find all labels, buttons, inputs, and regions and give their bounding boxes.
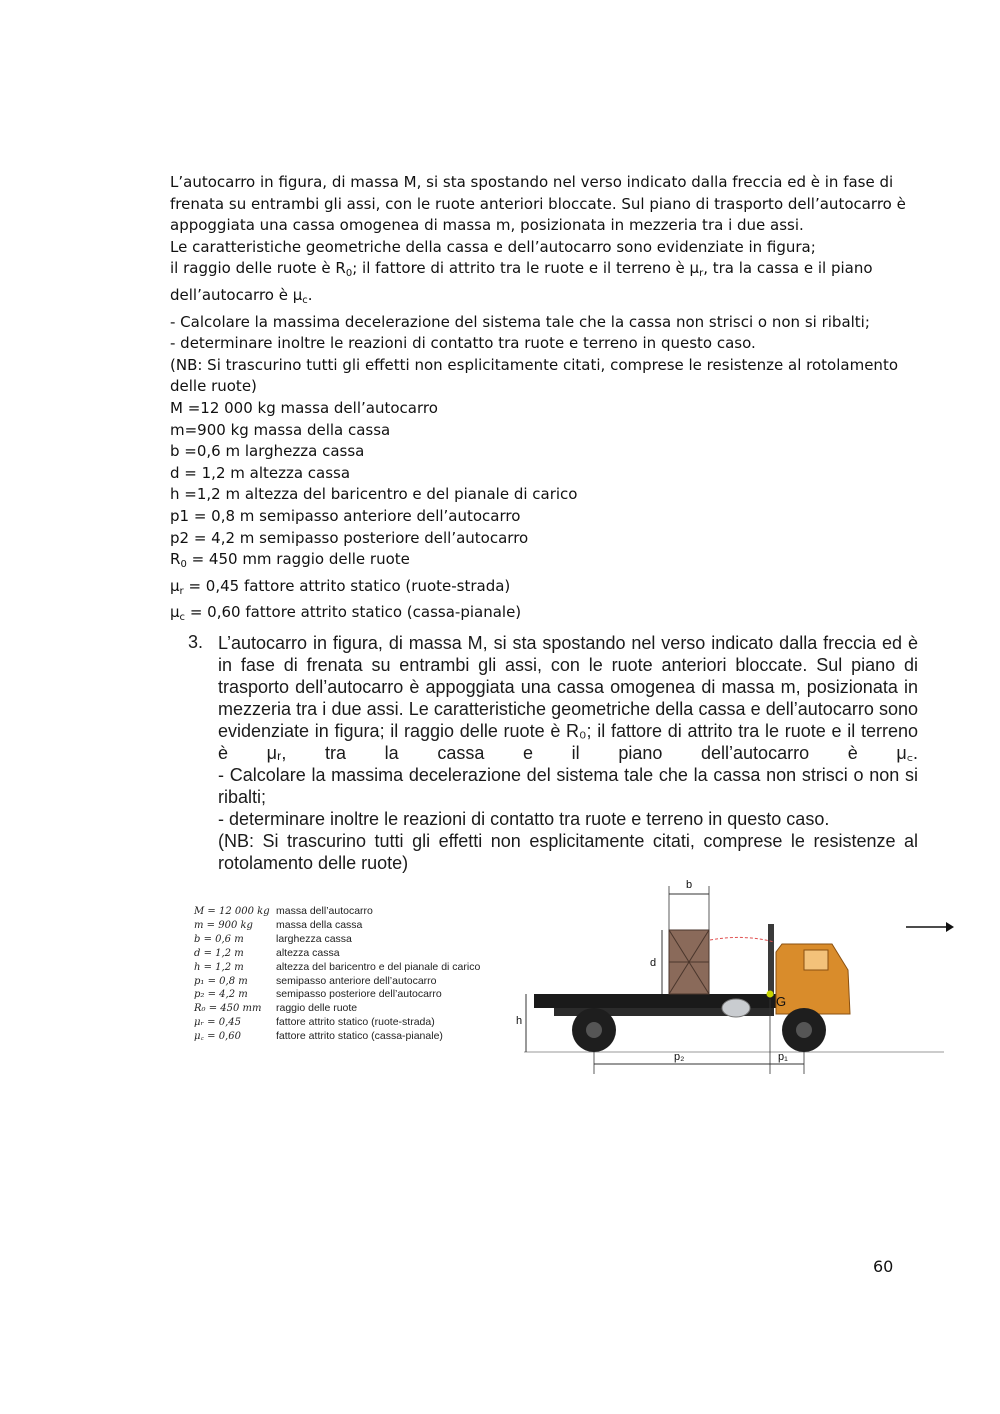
figure-data-table — [194, 905, 480, 1044]
table-row — [194, 947, 480, 961]
table-symbol: μᵣ = 0,45 — [194, 1017, 241, 1029]
table-symbol: M = 12 000 kg — [194, 906, 270, 917]
direction-arrow-icon — [906, 920, 954, 934]
exhaust-stack — [768, 924, 774, 996]
table-description: semipasso posteriore dell’autocarro — [276, 988, 442, 1001]
table-row — [194, 1002, 480, 1016]
table-symbol: b = 0,6 m — [194, 933, 244, 945]
subscript: r — [179, 585, 184, 597]
data-item — [170, 549, 890, 576]
scanned-exercise — [180, 620, 952, 1090]
text-fragment: = 0,45 fattore attrito statico (ruote-strada) — [183, 576, 511, 595]
p1-label: p₁ — [778, 1051, 788, 1063]
table-description: fattore attrito statico (cassa-pianale) — [276, 1030, 443, 1043]
symbol: μ — [170, 603, 180, 622]
exercise-paragraph: (NB: Si trascurino tutti gli effetti non esplicitamente citati, comprese le resistenze al rotolamento delle ruote) — [218, 831, 918, 873]
g-label: G — [776, 994, 787, 1009]
text-line: frenata su entrambi gli assi, con le ruote anteriori bloccate. Sul piano di trasporto dell’autocarro è — [170, 194, 906, 213]
text-fragment: = 0,60 fattore attrito statico (cassa-pianale) — [185, 603, 522, 622]
text-line: - determinare inoltre le reazioni di contatto tra ruote e terreno in questo caso. — [170, 334, 756, 353]
table-description: massa della cassa — [276, 918, 363, 931]
data-item: d = 1,2 m altezza cassa — [170, 463, 351, 482]
exercise-paragraph: - Calcolare la massima decelerazione del sistema tale che la cassa non strisci o non si ribalti; — [218, 765, 918, 807]
arrow-head — [946, 922, 954, 932]
table-row — [194, 1030, 480, 1044]
chassis — [534, 994, 804, 1008]
symbol: R — [170, 550, 181, 569]
text-fragment: il raggio delle ruote è R — [170, 259, 346, 278]
table-description: raggio delle ruote — [276, 1002, 358, 1015]
table-symbol: p₁ = 0,8 m — [194, 975, 248, 987]
table-symbol: μ꜀ = 0,60 — [194, 1031, 241, 1043]
text-fragment: dell’autocarro è μ — [170, 285, 303, 304]
data-item: M =12 000 kg massa dell’autocarro — [170, 398, 438, 417]
h-label: h — [516, 1015, 523, 1027]
text-line: appoggiata una cassa omogenea di massa m, posizionata in mezzeria tra i due assi. — [170, 216, 804, 235]
rear-hub — [586, 1022, 602, 1038]
b-label: b — [686, 879, 693, 891]
problem-text — [170, 172, 906, 629]
data-item: p1 = 0,8 m semipasso anteriore dell’autocarro — [170, 506, 521, 525]
truck-figure — [514, 874, 952, 1078]
data-item: b =0,6 m larghezza cassa — [170, 442, 365, 461]
page-number: 60 — [873, 1257, 894, 1276]
text-line: (NB: Si trascurino tutti gli effetti non esplicitamente citati, comprese le resistenze al rotolamento — [170, 355, 898, 374]
table-row — [194, 988, 480, 1002]
exercise-paragraph: - determinare inoltre le reazioni di contatto tra ruote e terreno in questo caso. — [218, 809, 830, 829]
cab-window — [804, 950, 828, 970]
data-item: m=900 kg massa della cassa — [170, 420, 391, 439]
front-hub — [796, 1022, 812, 1038]
table-row — [194, 1016, 480, 1030]
table-row — [194, 961, 480, 975]
subscript: 0 — [180, 559, 187, 571]
text-line: - Calcolare la massima decelerazione del sistema tale che la cassa non strisci o non si ribalti; — [170, 312, 870, 331]
text-line — [170, 285, 890, 312]
data-item: p2 = 4,2 m semipasso posteriore dell’autocarro — [170, 528, 529, 547]
table-description: altezza cassa — [276, 946, 340, 959]
subscript: 0 — [345, 268, 353, 280]
text-line: L’autocarro in figura, di massa M, si sta spostando nel verso indicato dalla freccia ed è in fase di — [170, 173, 894, 191]
data-item — [170, 576, 890, 603]
subscript: r — [699, 268, 704, 280]
subscript: c — [179, 612, 186, 624]
text-line — [170, 258, 890, 285]
data-item: h =1,2 m altezza del baricentro e del pianale di carico — [170, 485, 578, 504]
subscript: c — [302, 294, 308, 306]
table-row — [194, 919, 480, 933]
p2-label: p₂ — [674, 1051, 685, 1063]
table-symbol: p₂ = 4,2 m — [194, 989, 248, 1001]
table-description: larghezza cassa — [276, 932, 352, 945]
center-of-gravity-marker — [767, 991, 774, 998]
text-line: Le caratteristiche geometriche della cassa e dell’autocarro sono evidenziate in figura; — [170, 237, 816, 256]
reference-curve — [710, 937, 774, 942]
table-description: fattore attrito statico (ruote-strada) — [276, 1016, 435, 1029]
text-fragment: , tra la cassa e il piano — [703, 259, 873, 278]
d-label: d — [650, 957, 657, 969]
table-symbol: R₀ = 450 mm — [194, 1003, 262, 1015]
text-fragment: = 450 mm raggio delle ruote — [186, 550, 410, 569]
text-line: delle ruote) — [170, 377, 257, 396]
exercise-number: 3. — [188, 632, 204, 652]
table-row — [194, 933, 480, 947]
table-symbol: d = 1,2 m — [194, 947, 244, 959]
table-row — [194, 905, 480, 919]
table-row — [194, 975, 480, 989]
fuel-tank — [722, 999, 750, 1017]
text-fragment: ; il fattore di attrito tra le ruote e il terreno è μ — [352, 259, 700, 278]
exercise-paragraph: L’autocarro in figura, di massa M, si sta spostando nel verso indicato dalla freccia ed è in fase di frenata su entrambi gli assi, con le ruote anteriori bloccate. Sul piano di trasporto dell’autocarro è appoggiata una cassa omogenea di massa m, posizionata in mezzeria tra i due assi. Le caratteristiche geometriche della cassa e dell’autocarro sono evidenziate in figura; il raggio delle ruote è R₀; il fattore di attrito tra le ruote e il terreno è μᵣ, tra la cassa e il piano dell’autocarro è μ꜀. — [218, 633, 918, 763]
table-description: altezza del baricentro e del pianale di carico — [276, 960, 481, 973]
table-symbol: m = 900 kg — [194, 919, 253, 931]
table-symbol: h = 1,2 m — [194, 961, 244, 973]
text-fragment: . — [307, 285, 313, 304]
symbol: μ — [170, 576, 180, 595]
exercise-text — [218, 632, 918, 874]
table-description: massa dell’autocarro — [276, 905, 373, 917]
table-description: semipasso anteriore dell’autocarro — [276, 974, 437, 987]
